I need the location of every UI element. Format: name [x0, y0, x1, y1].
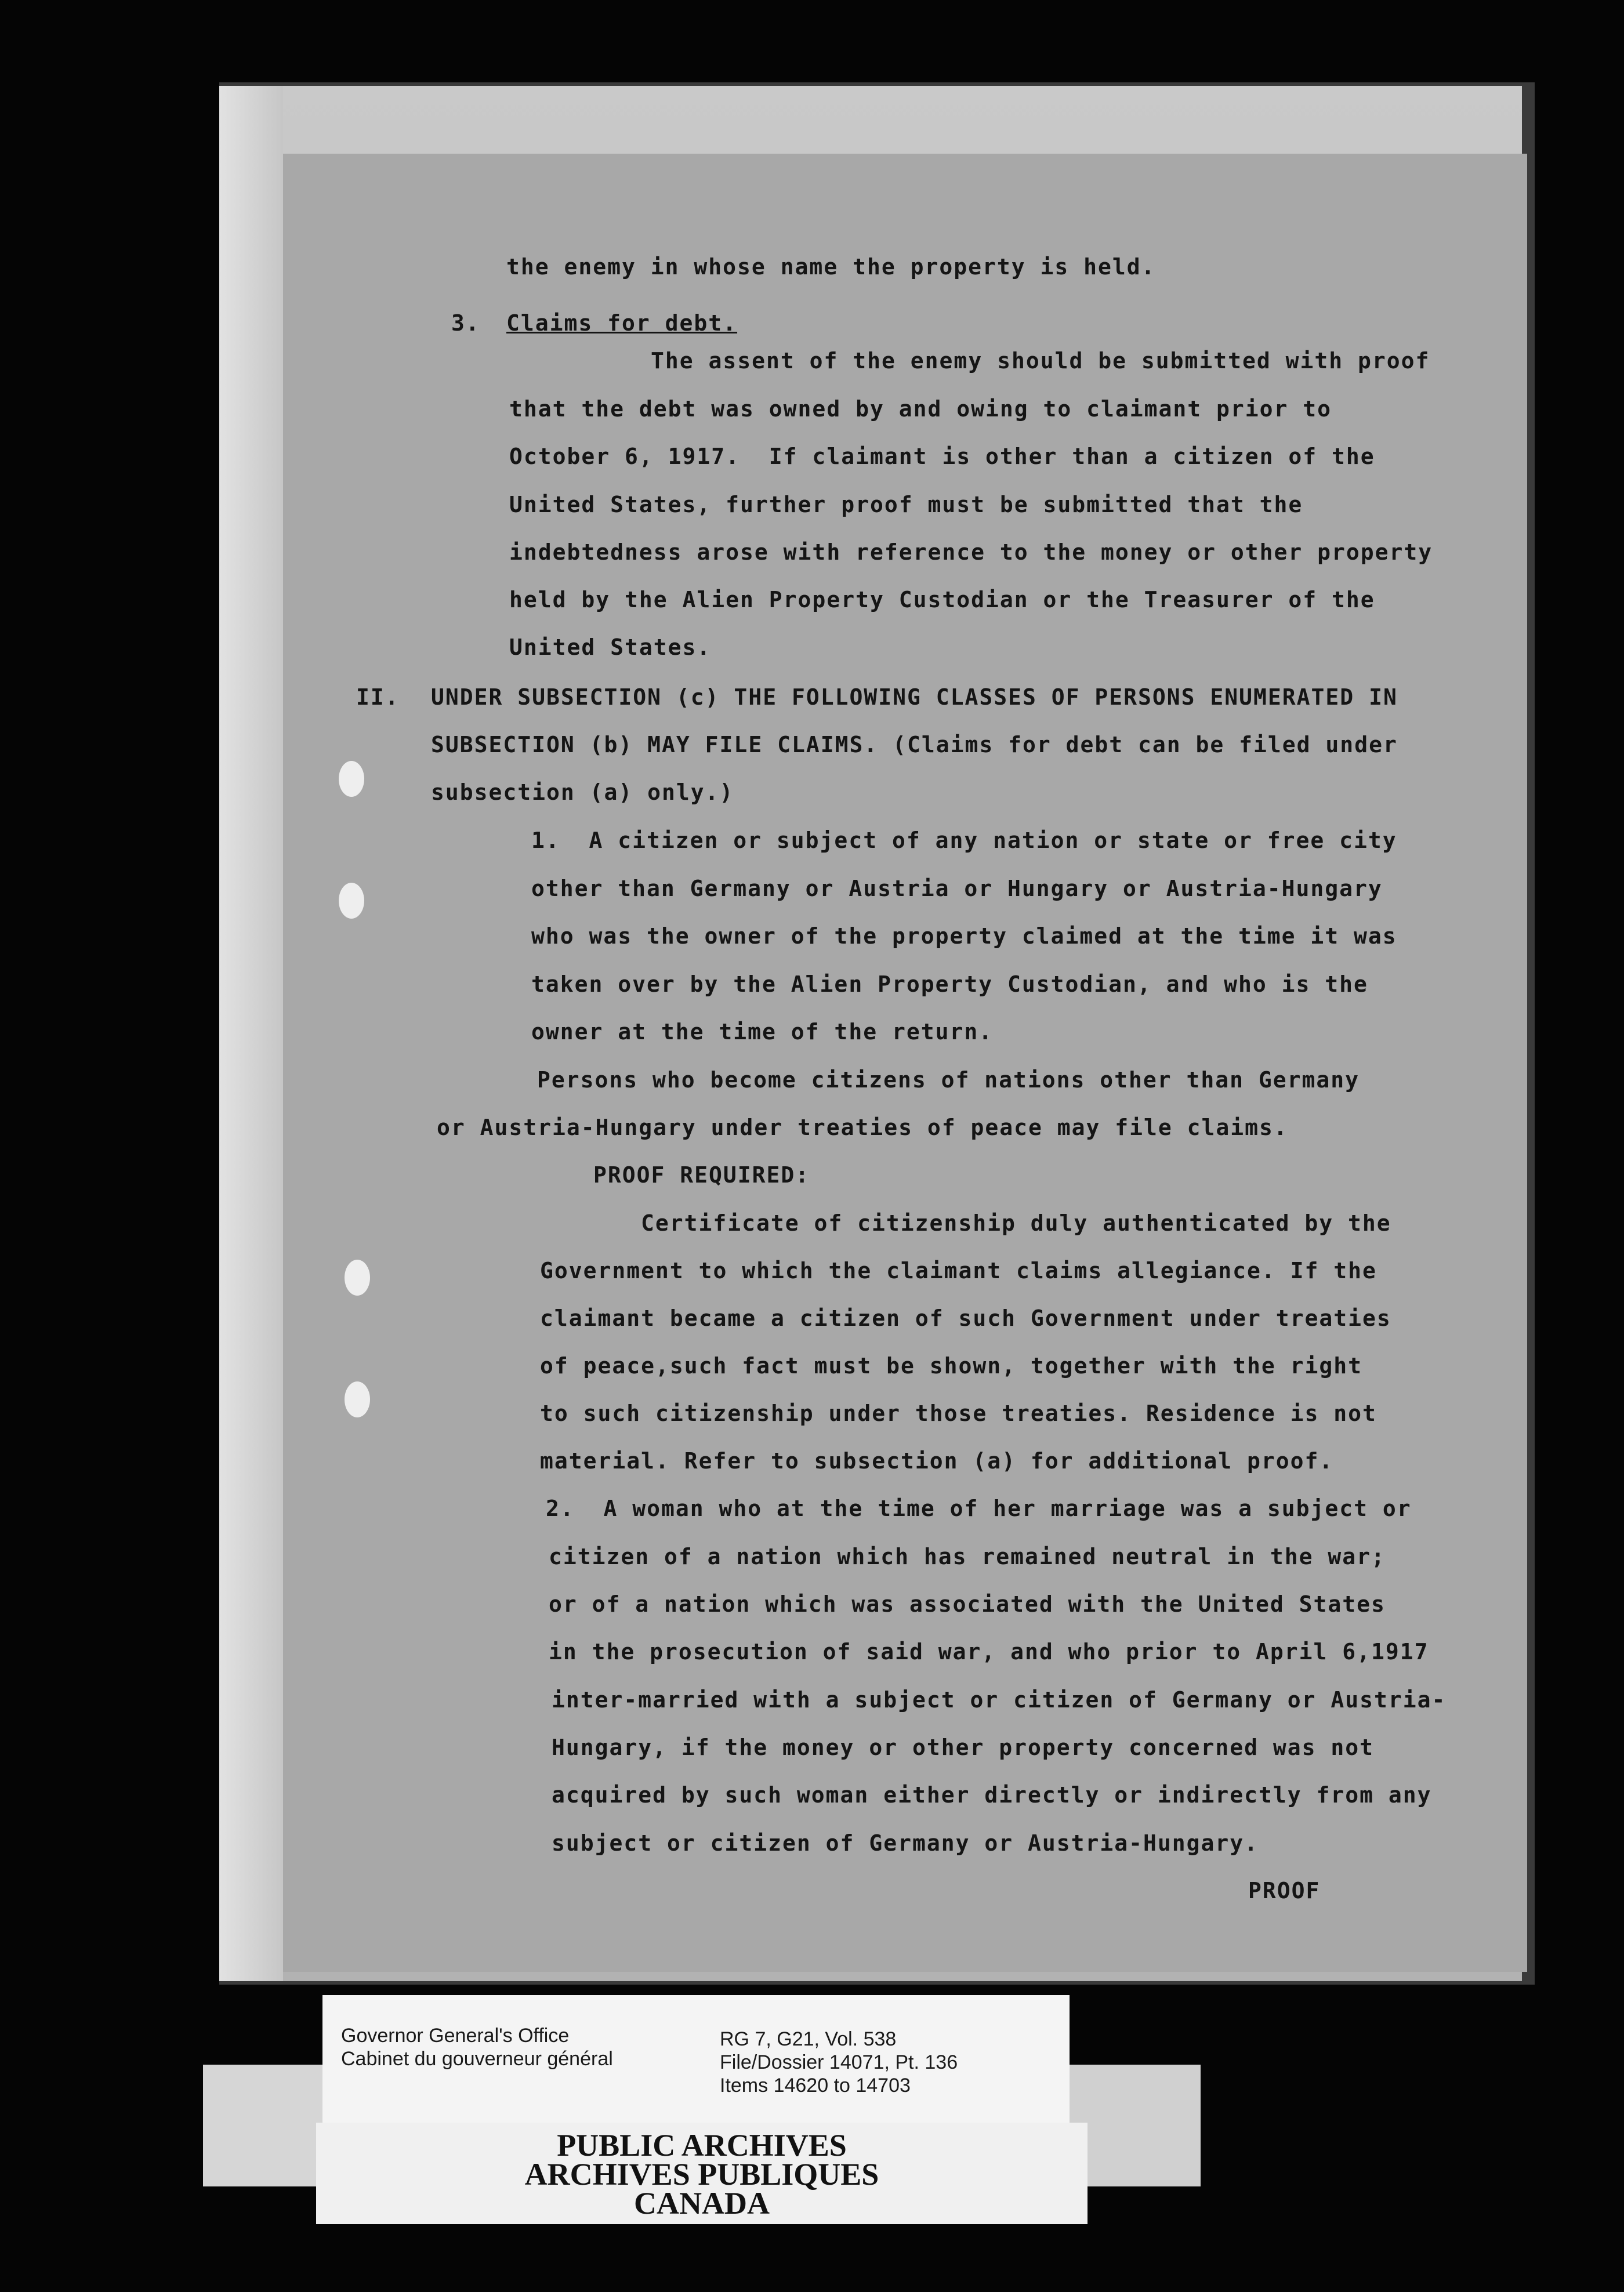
text-line: or Austria-Hungary under treaties of peace may file claims. — [437, 1115, 1288, 1140]
punch-hole — [345, 1381, 370, 1417]
text-line: other than Germany or Austria or Hungary or Austria-Hungary — [531, 876, 1383, 901]
text-line: 1. A citizen or subject of any nation or state or free city — [531, 828, 1397, 853]
archive-reference-label — [322, 1995, 1070, 2128]
text-line: indebtedness arose with reference to the money or other property — [509, 539, 1433, 565]
text-line: the enemy in whose name the property is held. — [506, 254, 1156, 280]
text-line: SUBSECTION (b) MAY FILE CLAIMS. (Claims for debt can be filed under — [431, 732, 1398, 757]
text-line: subsection (a) only.) — [431, 779, 734, 805]
text-line: acquired by such woman either directly or indirectly from any — [552, 1782, 1432, 1808]
section-heading: Claims for debt. — [506, 310, 738, 336]
archives-name-french: ARCHIVES PUBLIQUES — [524, 2157, 879, 2192]
punch-hole — [345, 1260, 370, 1296]
archives-stamp — [316, 2123, 1088, 2224]
text-line: taken over by the Alien Property Custodian, and who is the — [531, 971, 1368, 997]
text-line: in the prosecution of said war, and who prior to April 6,1917 — [549, 1639, 1429, 1664]
archives-country: CANADA — [634, 2186, 770, 2221]
text-line: United States. — [509, 634, 712, 660]
text-line: Hungary, if the money or other property concerned was not — [552, 1735, 1375, 1760]
file-reference: File/Dossier 14071, Pt. 136 — [720, 2051, 958, 2073]
item-number: 3. — [451, 310, 480, 336]
text-line: or of a nation which was associated with the United States — [549, 1591, 1386, 1617]
text-line: held by the Alien Property Custodian or the Treasurer of the — [509, 587, 1375, 612]
text-line: material. Refer to subsection (a) for additional proof. — [540, 1448, 1334, 1474]
text-line: United States, further proof must be submitted that the — [509, 492, 1303, 517]
text-line: 2. A woman who at the time of her marriage was a subject or — [546, 1496, 1412, 1521]
text-line: The assent of the enemy should be submitted with proof — [651, 348, 1430, 373]
office-name-english: Governor General's Office — [341, 2025, 570, 2047]
text-line: inter-married with a subject or citizen of Germany or Austria- — [552, 1687, 1447, 1713]
text-line: Persons who become citizens of nations other than Germany — [537, 1067, 1360, 1093]
text-line: who was the owner of the property claimed at the time it was — [531, 923, 1397, 949]
record-group-reference: RG 7, G21, Vol. 538 — [720, 2028, 897, 2050]
punch-hole — [339, 883, 364, 919]
subheading: PROOF REQUIRED: — [593, 1162, 810, 1188]
text-line: Government to which the claimant claims allegiance. If the — [540, 1258, 1377, 1283]
page-edge — [219, 86, 283, 1981]
text-line: of peace,such fact must be shown, together with the right — [540, 1353, 1363, 1379]
text-line: subject or citizen of Germany or Austria-Hungary. — [552, 1830, 1259, 1856]
text-line: owner at the time of the return. — [531, 1019, 994, 1045]
text-line: UNDER SUBSECTION (c) THE FOLLOWING CLASSES OF PERSONS ENUMERATED IN — [431, 684, 1398, 710]
office-name-french: Cabinet du gouverneur général — [341, 2048, 613, 2070]
archives-name-english: PUBLIC ARCHIVES — [557, 2128, 847, 2163]
text-line: citizen of a nation which has remained neutral in the war; — [549, 1544, 1386, 1569]
text-line: that the debt was owned by and owing to claimant prior to — [509, 396, 1332, 422]
item-range: Items 14620 to 14703 — [720, 2075, 911, 2097]
text-line: claimant became a citizen of such Government under treaties — [540, 1305, 1391, 1331]
text-line: to such citizenship under those treaties. Residence is not — [540, 1401, 1377, 1426]
section-number: II. — [356, 684, 400, 710]
text-line: October 6, 1917. If claimant is other than a citizen of the — [509, 444, 1375, 469]
punch-hole — [339, 761, 364, 797]
text-line: Certificate of citizenship duly authenticated by the — [641, 1210, 1391, 1236]
catchword: PROOF — [1248, 1878, 1321, 1903]
